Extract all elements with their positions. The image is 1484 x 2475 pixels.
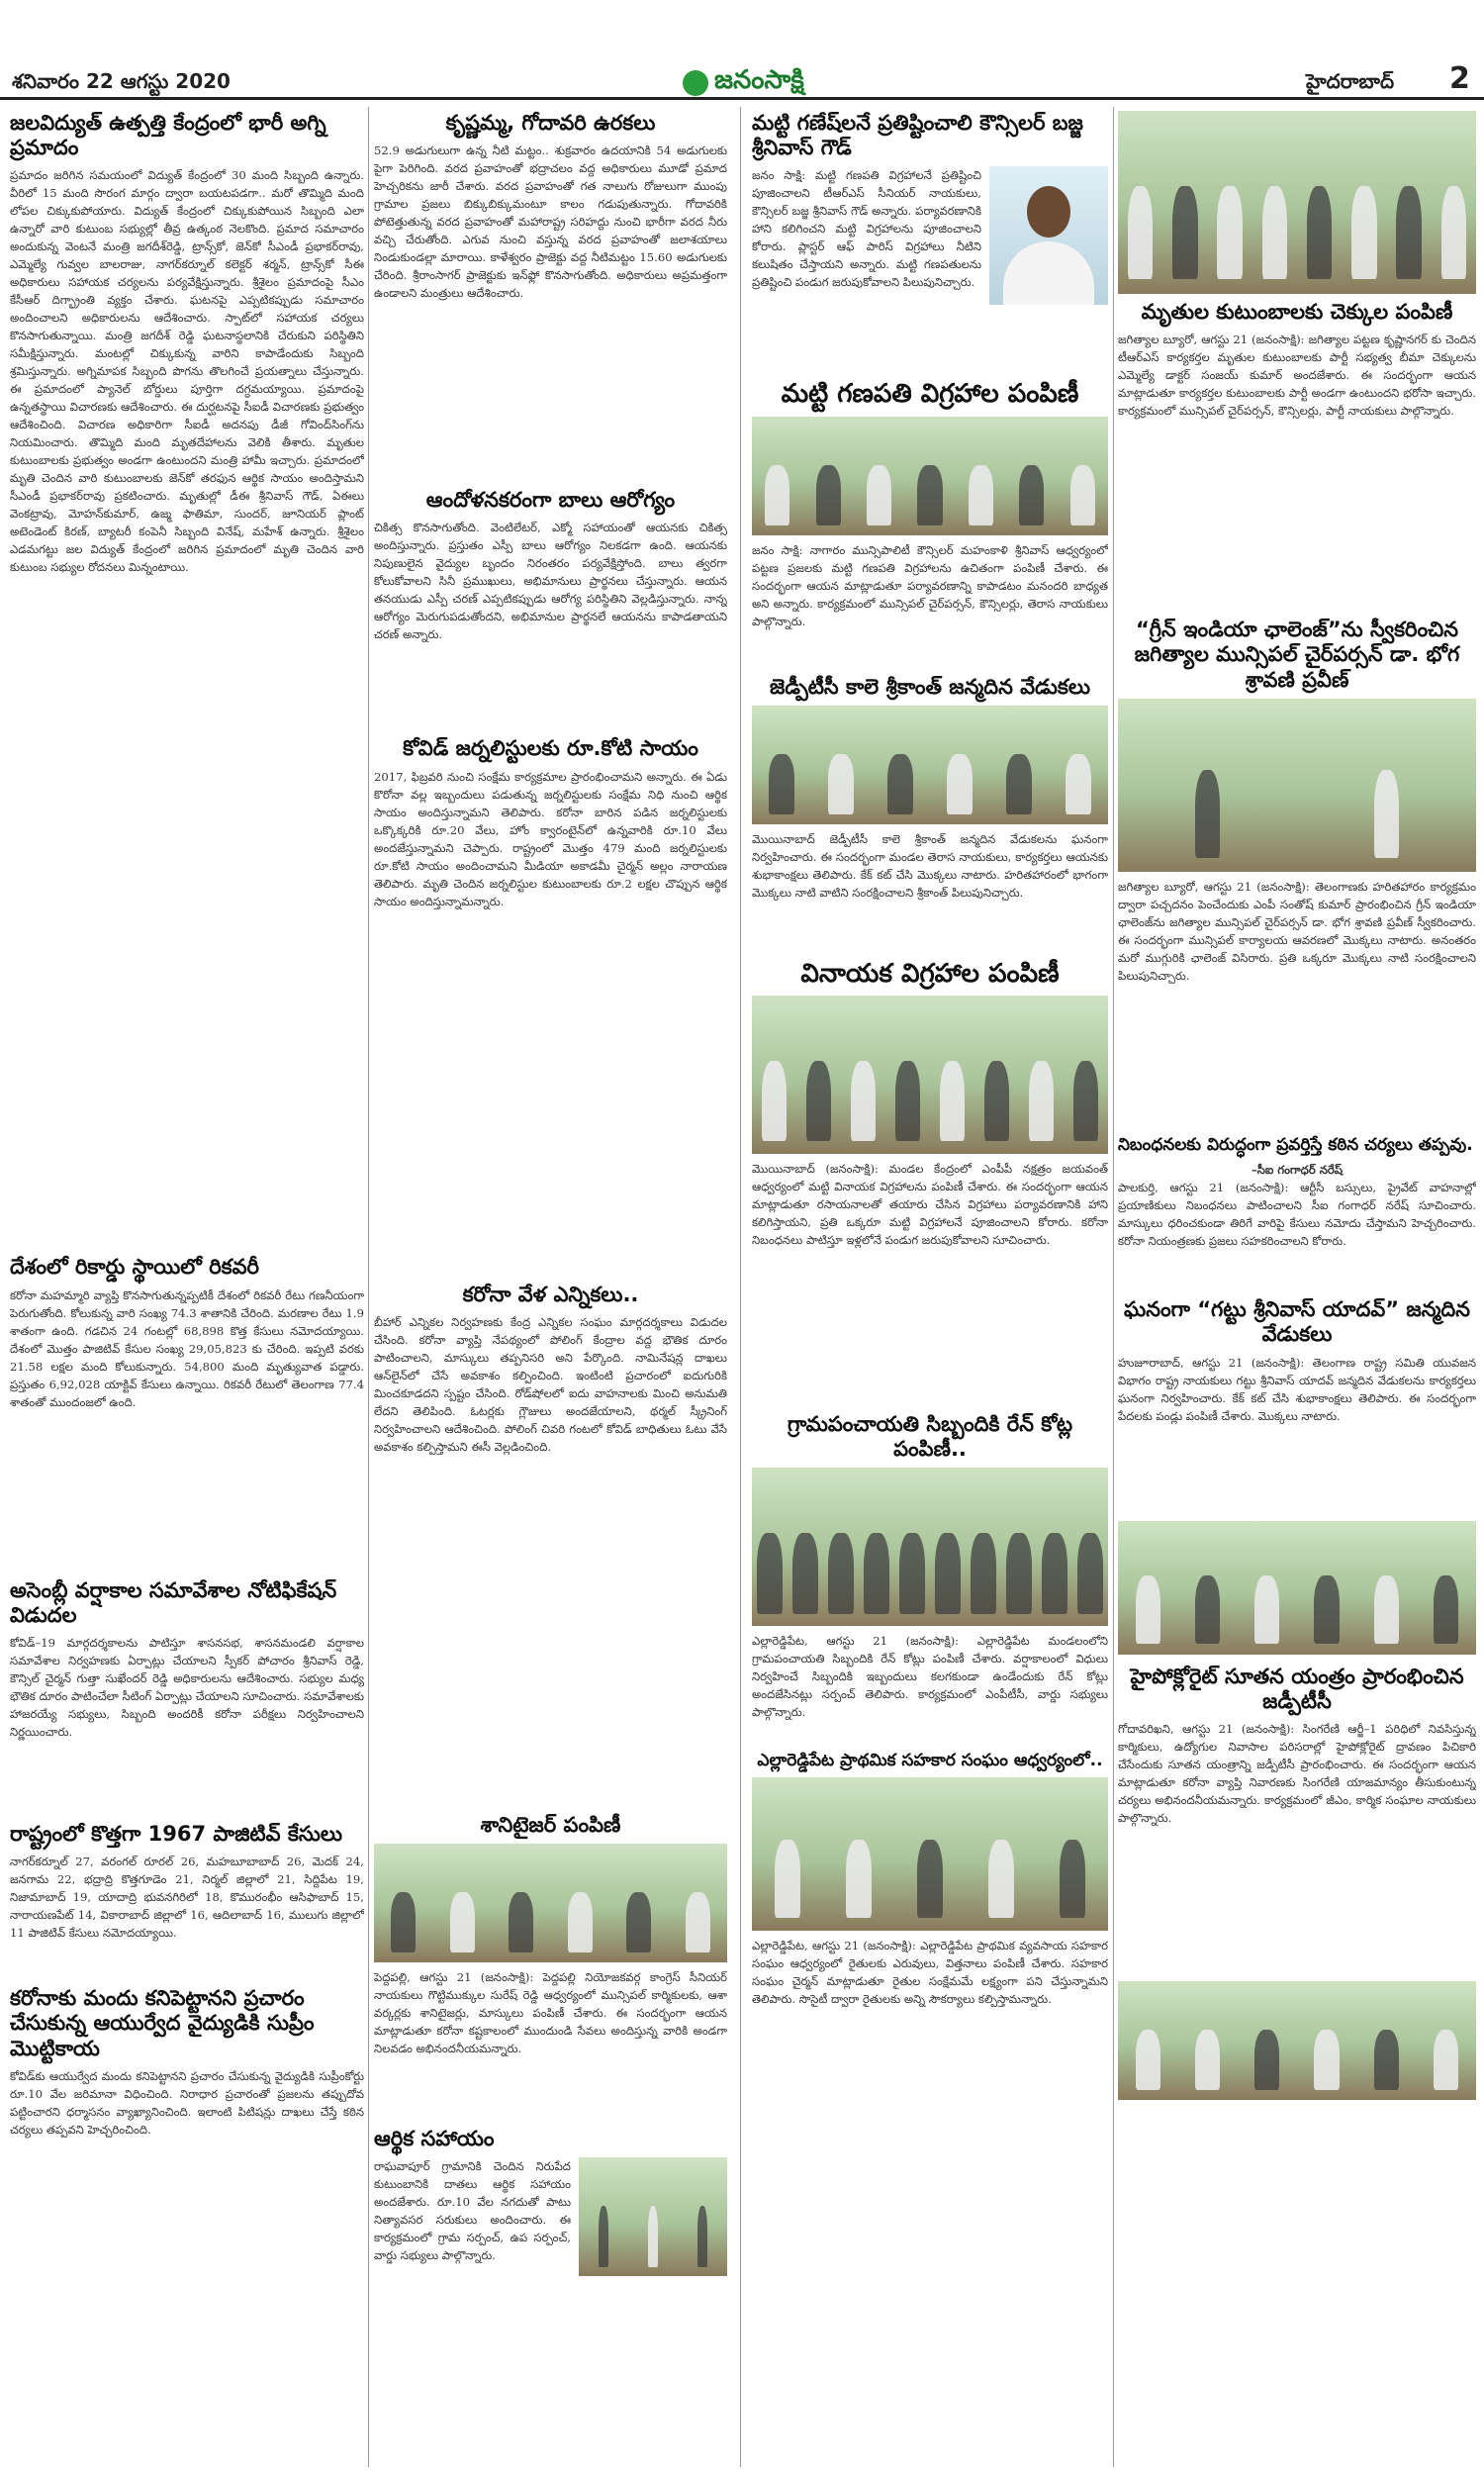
news-photo xyxy=(752,417,1108,535)
article-cheque-distribution xyxy=(1118,111,1476,608)
article-srinivas-yadav-birthday xyxy=(1118,1297,1476,1654)
article-headline: కృష్ణమ్మ, గోదావరి ఉరకలు xyxy=(445,111,656,135)
column-1 xyxy=(10,107,364,2255)
masthead-divider xyxy=(0,97,1484,100)
councillor-portrait xyxy=(989,166,1108,305)
news-photo xyxy=(1118,111,1476,294)
column-divider xyxy=(740,107,741,2467)
article-body: హుజూరాబాద్‌, ఆగస్టు 21 (జనంసాక్షి): తెలంగాణ రాష్ట్ర సమితి యువజన విభాగం రాష్ట్ర నాయకులు గట్టు శ్రీనివాస్‌ యాదవ్‌ జన్మదిన వేడుకలను కార్యకర్తలు ఘనంగా నిర్వహించారు. కేక్‌ కట్‌ చేసి శుభాకాంక్షలు తెలిపారు. ఈ సందర్భంగా పేదలకు పండ్లు పంపిణీ చేశారు. మొక్కలు నాటారు. xyxy=(1118,1355,1476,1423)
news-photo xyxy=(752,1468,1108,1626)
article-headline: దేశంలో రికార్డు స్థాయిలో రికవరీ xyxy=(10,1255,260,1280)
article-ayurveda-supreme-court xyxy=(10,1986,364,2245)
article-body: పెద్దపల్లి, ఆగస్టు 21 (జనంసాక్షి): పెద్దపల్లి నియోజకవర్గ కాంగ్రెస్‌ సీనియర్‌ నాయకులు గొట్టిముక్కుల సురేష్‌ రెడ్డి ఆధ్వర్యంలో మున్సిపల్‌ కార్మికులకు, ఆశా వర్కర్లకు శానిటైజర్లు, మాస్కులు పంపిణీ చేశారు. ఈ సందర్భంగా ఆయన మాట్లాడుతూ కరోనా కష్టకాలంలో ముందుండి సేవలు అందిస్తున్న వారికి అండగా నిలవడం అభినందనీయమన్నారు. xyxy=(374,1969,727,2055)
article-body: ప్రమాదం జరిగిన సమయంలో విద్యుత్‌ కేంద్రంలో 30 మంది సిబ్బంది ఉన్నారు. వీరిలో 15 మంది సొరంగ మార్గం ద్వారా బయటపడగా.. మరో తొమ్మిది మంది లోపల చిక్కుకుపోయారు. విద్యుత్‌ కేంద్రంలో చిక్కుకుపోయిన సిబ్బంది ఎలా ఉన్నారో వారి కుటుంబ సభ్యుల్లో తీవ్ర ఉత్కంఠ నెలకొంది. ప్రమాద సమాచారం అందుకున్న వెంటనే మంత్రి జగదీశ్‌రెడ్డి, ట్రాన్స్‌కో, జెన్‌కో సీఎండీ ప్రభాకర్‌రావు, ఎమ్మెల్యే గువ్వల బాలరాజు, నాగర్‌కర్నూల్‌ కలెక్టర్‌ శర్మన్‌, ట్రాన్స్‌కో సీఈ అధికారులు సహాయక చర్యలను పర్యవేక్షిస్తున్నారు. శ్రీశైలం ప్రమాదంపై సీఎం కేసీఆర్‌ దిగ్భ్రాంతి వ్యక్తం చేశారు. ఘటనపై ఎప్పటికప్పుడు సమాచారం అందించాలని అధికారులను ఆదేశించారు. స్పాట్‌లో సహాయక చర్యలు కొనసాగుతున్నాయి. మంత్రి జగదీశ్‌ రెడ్డి ఘటనాస్థలానికి చేరుకుని పరిస్థితిని సమీక్షిస్తున్నారు. మంటల్లో చిక్కుకున్న వారిని కాపాడేందుకు సిబ్బంది శ్రమిస్తున్నారు. అగ్నిమాపక సిబ్బంది పొగను తొలగించే ప్రయత్నాలు చేస్తున్నారు. ఈ ప్రమాదంలో ప్యానెల్‌ బోర్డులు పూర్తిగా దగ్ధమయ్యాయి. ప్రమాదంపై ఉన్నతస్థాయి విచారణకు ఆదేశించారు. ఈ దుర్ఘటనపై సీఐడీ విచారణకు ప్రభుత్వం ఆదేశించింది. విచారణ అధికారిగా సీఐడీ అదనపు డీజీ గోవింద్‌సింగ్‌ను నియమించారు. తొమ్మిది మంది మృతదేహాలను వెలికి తీశారు. మృతుల కుటుంబాలకు ప్రభుత్వం అండగా ఉంటుందని మంత్రి హామీ ఇచ్చారు. ప్రమాదంలో మృతి చెందిన వారి కుటుంబాలకు జెన్‌కో తరఫున ఆర్థిక సాయం అందిస్తామని సీఎండీ ప్రభాకర్‌రావు ప్రకటించారు. మృతుల్లో డీఈ శ్రీనివాస్‌ గౌడ్‌, ఏఈలు వెంకట్రావు, మోహన్‌కుమార్‌, ఉజ్మ ఫాతిమా, సుందర్‌, జూనియర్‌ ప్లాంట్‌ అటెండెంట్‌ కిరణ్‌, బ్యాటరీ కంపెనీ సిబ్బంది వినేష్‌, మహేశ్‌ ఉన్నారు. శ్రీశైలం ఎడమగట్టు జల విద్యుత్‌ కేంద్రంలో జరిగిన ప్రమాదంలో మృతి చెందిన వారి కుటుంబ సభ్యుల రోదనలు మిన్నంటాయి. xyxy=(10,168,364,575)
article-headline: ఘనంగా “గట్టు శ్రీనివాస్‌ యాదవ్‌” జన్మదిన వేడుకలు xyxy=(1123,1297,1470,1347)
article-headline: ఆందోళనకరంగా బాలు ఆరోగ్యం xyxy=(425,488,676,513)
article-financial-aid xyxy=(374,2127,727,2286)
article-new-cases xyxy=(10,1822,364,1976)
article-river-floods xyxy=(374,111,727,478)
article-headline: ఆర్థిక సహాయం xyxy=(374,2126,495,2150)
article-headline: రాష్ట్రంలో కొత్తగా 1967 పాజిటివ్‌ కేసులు xyxy=(10,1821,342,1846)
article-body: మొయినాబాద్‌ (జనంసాక్షి): మండల కేంద్రంలో ఎంపీపీ నక్షత్రం జయవంత్‌ ఆధ్వర్యంలో మట్టి వినాయక విగ్రహాలను పంపిణీ చేశారు. ఈ సందర్భంగా ఆయన మాట్లాడుతూ రసాయనాలతో తయారు చేసిన విగ్రహాలు పర్యావరణానికి హాని కలిగిస్తాయని, ప్రతి ఒక్కరూ మట్టి విగ్రహాలనే పూజించాలని కోరారు. కరోనా నిబంధనలు పాటిస్తూ ఇళ్లలోనే పండుగ జరుపుకోవాలని సూచించారు. xyxy=(752,1161,1108,1247)
article-body: ఎల్లారెడ్డిపేట, ఆగస్టు 21 (జనంసాక్షి): ఎల్లారెడ్డిపేట మండలంలోని గ్రామపంచాయతి సిబ్బందికి రేన్‌ కోట్లు పంపిణీ చేశారు. వర్షాకాలంలో విధులు నిర్వహించే సిబ్బందికి ఇబ్బందులు కలగకుండా ఉండేందుకు రేన్‌ కోట్లు అందజేసినట్లు సర్పంచ్‌ తెలిపారు. కార్యక్రమంలో ఎంపీటీసీ, వార్డు సభ్యులు పాల్గొన్నారు. xyxy=(752,1634,1108,1720)
article-clay-ganesh xyxy=(752,111,1108,369)
article-body: 2017, ఫిబ్రవరి నుంచి సంక్షేమ కార్యక్రమాల ప్రారంభించామని అన్నారు. ఈ ఏడు కొరోనా వల్ల ఇబ్బందులు పడుతున్న జర్నలిస్టులకు సంక్షేమ నిధి నుంచి ఆర్థిక సాయం అందిస్తున్నామని తెలిపారు. కరోనా బారిన పడిన జర్నలిస్టులకు ఒక్కొక్కరికి రూ.20 వేలు, హోం క్వారంటైన్‌లో ఉన్నవారికి రూ.10 వేలు అందజేస్తున్నామని చెప్పారు. రాష్ట్రంలో మొత్తం 479 మంది జర్నలిస్టులకు రూ.కోటి సాయం అందించామని మీడియా అకాడమీ చైర్మన్‌ అల్లం నారాయణ తెలిపారు. మృతి చెందిన జర్నలిస్టుల కుటుంబాలకు రూ.2 లక్షల చొప్పున ఆర్థిక సాయం అందిస్తున్నామన్నారు. xyxy=(374,769,727,908)
newspaper-name: జనంసాక్షి xyxy=(714,65,804,95)
issue-date: శనివారం 22 ఆగస్టు 2020 xyxy=(12,69,231,93)
column-4 xyxy=(1118,107,1476,2110)
article-body: బీహార్‌ ఎన్నికల నిర్వహణకు కేంద్ర ఎన్నికల సంఘం మార్గదర్శకాలు విడుదల చేసింది. కరోనా వ్యాప్తి నేపథ్యంలో పోలింగ్‌ కేంద్రాల వద్ద భౌతిక దూరం పాటించాలని, మాస్కులు తప్పనిసరి అని పేర్కొంది. నామినేషన్ల దాఖలు ఆన్‌లైన్‌లో చేసే అవకాశం కల్పించింది. ఇంటింటి ప్రచారంలో ఐదుగురికి మించకూడదని స్పష్టం చేసింది. రోడ్‌షోలలో ఐదు వాహనాలకు మించి అనుమతి లేదని తెలిపింది. ఓటర్లకు గ్లౌజులు అందజేయాలని, థర్మల్‌ స్క్రీనింగ్‌ నిర్వహించాలని ఆదేశించింది. పోలింగ్‌ చివరి గంటలో కోవిడ్‌ బాధితులు ఓటు వేసే అవకాశం కల్పిస్తామని ఈసీ వెల్లడించింది. xyxy=(374,1314,727,1454)
article-byline: –సీఐ గంగాధర్‌ నరేష్‌ xyxy=(1251,1163,1344,1178)
news-photo xyxy=(1118,1521,1476,1655)
article-body: కరోనా మహమ్మారి వ్యాప్తి కొనసాగుతున్నప్పటికీ దేశంలో రికవరీ రేటు గణనీయంగా పెరుగుతోంది. కోలుకున్న వారి సంఖ్య 74.3 శాతానికి చేరింది. మరణాల రేటు 1.9 శాతంగా ఉంది. గడచిన 24 గంటల్లో 68,898 కొత్త కేసులు నమోదయ్యాయి. దేశంలో మొత్తం పాజిటివ్‌ కేసుల సంఖ్య 29,05,823 కు చేరింది. ఇప్పటి వరకు 21.58 లక్షల మంది కోలుకున్నారు. 54,800 మంది మృత్యువాత పడ్డారు. ప్రస్తుతం 6,92,028 యాక్టివ్‌ కేసులు ఉన్నాయి. రికవరీ రేటులో తెలంగాణ 77.4 శాతంతో ముందంజలో ఉంది. xyxy=(10,1287,364,1409)
article-body: జగిత్యాల బ్యూరో, ఆగస్టు 21 (జనంసాక్షి): జగిత్యాల పట్టణ కృష్ణానగర్‌ కు చెందిన టీఆర్‌ఎస్‌ కార్యకర్తల మృతుల కుటుంబాలకు పార్టీ సభ్యత్వ బీమా చెక్కులను ఎమ్మెల్యే డాక్టర్‌ సంజయ్‌ కుమార్‌ అందజేశారు. ఈ సందర్భంగా ఆయన మాట్లాడుతూ కార్యకర్తల కుటుంబాలకు పార్టీ అండగా ఉంటుందని భరోసా ఇచ్చారు. కార్యక్రమంలో మున్సిపల్‌ చైర్‌పర్సన్‌, కౌన్సిలర్లు, పార్టీ నాయకులు పాల్గొన్నారు. xyxy=(1118,333,1476,419)
article-headline: మట్టి గణపతి విగ్రహాల పంపిణీ xyxy=(781,379,1079,410)
article-body: కోవిడ్‌–19 మార్గదర్శకాలను పాటిస్తూ శాసనసభ, శాసనమండలి వర్షాకాల సమావేశాల నిర్వహణకు ఏర్పాట్లు చేయాలని స్పీకర్‌ పోచారం శ్రీనివాస్‌ రెడ్డి, కౌన్సిల్‌ చైర్మన్‌ గుత్తా సుఖేందర్‌ రెడ్డి అధికారులను ఆదేశించారు. సభ్యుల మధ్య భౌతిక దూరం పాటించేలా సీటింగ్‌ ఏర్పాట్లు చేయాలని సూచించారు. సమావేశాలకు హాజరయ్యే సభ్యులు, సిబ్బంది అందరికీ కరోనా పరీక్షలు నిర్వహించాలని నిర్ణయించారు. xyxy=(10,1635,364,1739)
article-body: కోవిడ్‌కు ఆయుర్వేద మందు కనిపెట్టానని ప్రచారం చేసుకున్న వైద్యుడికి సుప్రీంకోర్టు రూ.10 వేల జరిమానా విధించింది. నిరాధార ప్రచారంతో ప్రజలను తప్పుదోవ పట్టించారని ధర్మాసనం వ్యాఖ్యానించింది. ఇలాంటి పిటిషన్లు దాఖలు చేస్తే కఠిన చర్యలు తప్పవని హెచ్చరించింది. xyxy=(10,2068,364,2137)
article-headline: ఎల్లారెడ్డిపేట ప్రాథమిక సహకార సంఘం ఆధ్వర్యంలో.. xyxy=(757,1751,1103,1771)
column-divider xyxy=(368,107,369,2467)
article-sanitizer xyxy=(374,1813,727,2117)
article-ganesh-idol-distribution xyxy=(752,379,1108,664)
column-divider xyxy=(1113,107,1114,2467)
article-headline: “గ్రీన్‌ ఇండియా ఛాలెంజ్‌”ను స్వీకరించిన జగిత్యాల మున్సిపల్‌ చైర్‌పర్సన్‌ డా. భోగ శ్రావణి ప్రవీణ్‌ xyxy=(1134,618,1460,692)
article-cooperative-society xyxy=(752,1751,1108,2099)
article-strict-action xyxy=(1118,1135,1476,1287)
article-headline: నిబంధనలకు విరుద్ధంగా ప్రవర్తిస్తే కఠిన చర్యలు తప్పవు. xyxy=(1118,1134,1473,1155)
article-balu-health xyxy=(374,488,727,726)
article-body: జగిత్యాల బ్యూరో, ఆగస్టు 21 (జనంసాక్షి): తెలంగాణకు హరితహారం కార్యక్రమం ద్వారా పచ్చదనం పెంచేందుకు ఎంపీ సంతోష్‌ కుమార్‌ ప్రారంభించిన గ్రీన్‌ ఇండియా ఛాలెంజ్‌ను జగిత్యాల మున్సిపల్‌ చైర్‌పర్సన్‌ డా. భోగ శ్రావణి ప్రవీణ్‌ స్వీకరించారు. ఈ సందర్భంగా మున్సిపల్‌ కార్యాలయ ఆవరణలో మొక్కలు నాటారు. అనంతరం మరో ముగ్గురికి ఛాలెంజ్‌ విసిరారు. ప్రతి ఒక్కరూ మొక్కలు నాటి సంరక్షించాలని పిలుపునిచ్చారు. xyxy=(1118,879,1476,983)
article-raincoats xyxy=(752,1412,1108,1741)
article-green-india-challenge xyxy=(1118,618,1476,1125)
article-elections xyxy=(374,1283,727,1803)
article-headline: కరోనాకు మందు కనిపెట్టానని ప్రచారం చేసుకున్న ఆయుర్వేద వైద్యుడికి సుప్రీం మొట్టికాయ xyxy=(10,1986,315,2060)
article-body: చికిత్స కొనసాగుతోంది. వెంటిలేటర్‌, ఎక్మో సహాయంతో ఆయనకు చికిత్స అందిస్తున్నారు. ప్రస్తుతం ఎస్పీ బాలు ఆరోగ్యం నిలకడగా ఉంది. ఆయనకు నిపుణులైన వైద్యుల బృందం నిరంతరం పర్యవేక్షిస్తోంది. బాలు త్వరగా కోలుకోవాలని సినీ ప్రముఖులు, అభిమానులు ప్రార్థనలు చేస్తున్నారు. ఆయన తనయుడు ఎస్పీ చరణ్‌ ఎప్పటికప్పుడు ఆరోగ్య పరిస్థితిని వెల్లడిస్తున్నారు. నాన్న ఆరోగ్యం మెరుగుపడుతోందని, అభిమానుల ప్రార్థనలే ఆయనను కాపాడతాయని చరణ్‌ అన్నారు. xyxy=(374,521,727,642)
page-number: 2 xyxy=(1449,61,1470,96)
article-vinayaka-idols xyxy=(752,959,1108,1402)
article-headline: జలవిద్యుత్‌ ఉత్పత్తి కేంద్రంలో భారీ అగ్ని ప్రమాదం xyxy=(10,111,326,160)
article-recovery-rate xyxy=(10,1255,364,1568)
article-zptc-birthday xyxy=(752,675,1108,949)
article-headline: శానిటైజర్‌ పంపిణీ xyxy=(480,1812,621,1837)
article-body: నాగర్‌కర్నూల్‌ 27, వరంగల్‌ రూరల్‌ 26, మహబూబాబాద్‌ 26, మెదక్‌ 24, జనగామ 22, భద్రాద్రి కొత్తగూడెం 21, నిర్మల్‌ జిల్లాలో 21, సిద్దిపేట 19, నిజామాబాద్‌ 19, యాదాద్రి భువనగిరిలో 18, కొమురంభీం ఆసిఫాబాద్‌ 15, నారాయణపేట్‌ 14, వికారాబాద్‌ జిల్లాలో 16, ఆదిలాబాద్‌ 16, ములుగు జిల్లాలో 11 పాజిటివ్‌ కేసులు నమోదయ్యాయి. xyxy=(10,1855,364,1941)
news-photo xyxy=(752,996,1108,1154)
article-journalists-aid xyxy=(374,736,727,1272)
logo-emblem-icon xyxy=(683,70,708,96)
article-body: రాఘవాపూర్‌ గ్రామానికి చెందిన నిరుపేద కుటుంబానికి దాతలు ఆర్థిక సహాయం అందజేశారు. రూ.10 వేల నగదుతో పాటు నిత్యావసర సరుకులు అందించారు. ఈ కార్యక్రమంలో గ్రామ సర్పంచ్‌, ఉప సర్పంచ్‌, వార్డు సభ్యులు పాల్గొన్నారు. xyxy=(374,2159,571,2263)
article-headline: అసెంబ్లీ వర్షాకాల సమావేశాల నోటిఫికేషన్‌ విడుదల xyxy=(10,1577,337,1627)
article-headline: జెడ్పీటీసీ కాలె శ్రీకాంత్‌ జన్మదిన వేడుకలు xyxy=(770,674,1090,699)
article-body: మొయినాబాద్‌ జెడ్పీటీసీ కాలె శ్రీకాంత్‌ జన్మదిన వేడుకలను ఘనంగా నిర్వహించారు. ఈ సందర్భంగా మండల తెరాస నాయకులు, కార్యకర్తలు ఆయనకు శుభాకాంక్షలు తెలిపారు. కేక్‌ కట్‌ చేసి మొక్కలు నాటారు. హరితహారంలో భాగంగా మొక్కలు నాటి వాటిని సంరక్షించాలని శ్రీకాంత్‌ పిలుపునిచ్చారు. xyxy=(752,831,1108,900)
column-2 xyxy=(374,107,727,2296)
article-headline: హైపోక్లోరైట్‌ సూతన యంత్రం ప్రారంభించిన జడ్పీటీసీ xyxy=(1130,1664,1464,1713)
news-photo xyxy=(1118,699,1476,872)
article-body: జనం సాక్షి: మట్టి గణపతి విగ్రహాలనే ప్రతిష్టించి పూజించాలని టీఆర్‌ఎస్‌ సీనియర్‌ నాయకులు, కౌన్సిలర్‌ బజ్జ శ్రీనివాస్‌ గౌడ్‌ అన్నారు. పర్యావరణానికి హాని కలిగించని మట్టి విగ్రహాలను పూజించాలని కోరారు. ప్లాస్టర్‌ ఆఫ్‌ పారిస్‌ విగ్రహాలు నీటిని కలుషితం చేస్తాయని అన్నారు. మట్టి గణపతులను ప్రతిష్టించి పండుగ జరుపుకోవాలని పిలుపునిచ్చారు. xyxy=(752,168,981,290)
article-body: 52.9 అడుగులుగా ఉన్న నీటి మట్టం.. శుక్రవారం ఉదయానికి 54 అడుగులకు పైగా పెరిగింది. వరద ప్రవాహంతో భద్రాచలం వద్ద అధికారులు మూడో ప్రమాద హెచ్చరికను జారీ చేశారు. వరద ప్రవాహంతో గత నాలుగు రోజులుగా ముంపు గ్రామాల ప్రజలు బిక్కుబిక్కుమంటూ కాలం గడుపుతున్నారు. గోదావరికి పోటెత్తుతున్న వరద ప్రవాహంతో మహారాష్ట్ర సరిహద్దు నుంచి భారీగా వరద నీరు వచ్చి చేరుతోంది. ఎగువ నుంచి వస్తున్న వరద ప్రవాహంతో జలాశయాలు నిండుకుండల్లా మారాయి. కాళేశ్వరం ప్రాజెక్టు వద్ద నీటిమట్టం 15.60 అడుగులకు చేరింది. శ్రీరాంసాగర్‌ ప్రాజెక్టుకు ఇన్‌ఫ్లో కొనసాగుతోంది. అధికారులు అప్రమత్తంగా ఉండాలని మంత్రులు ఆదేశించారు. xyxy=(374,143,727,301)
article-assembly-notification xyxy=(10,1578,364,1812)
news-photo xyxy=(752,1777,1108,1931)
article-headline: గ్రామపంచాయతి సిబ్బందికి రేన్‌ కోట్ల పంపిణీ.. xyxy=(787,1411,1073,1462)
article-body: పాలకుర్తి, ఆగస్టు 21 (జనంసాక్షి): ఆర్టీసీ బస్సులు, ప్రైవేట్‌ వాహనాల్లో ప్రయాణికులు నిబంధనలు పాటించాలని సీఐ గంగాధర్‌ నరేష్‌ సూచించారు. మాస్కులు ధరించకుండా తిరిగే వారిపై కేసులు నమోదు చేస్తామని హెచ్చరించారు. కరోనా నియంత్రణకు ప్రజలు సహకరించాలని కోరారు. xyxy=(1118,1181,1476,1249)
article-headline: వినాయక విగ్రహాల పంపిణీ xyxy=(800,958,1060,989)
article-headline: మట్టి గణేష్‌లనే ప్రతిష్టించాలి కౌన్సిలర్‌ బజ్జ శ్రీనివాస్‌ గౌడ్‌ xyxy=(752,111,1083,160)
article-hypochlorite-machine xyxy=(1118,1665,1476,2100)
news-photo xyxy=(752,706,1108,824)
article-body: జనం సాక్షి: నాగారం మున్సిపాలిటీ కౌన్సిలర్‌ మహంకాళి శ్రీనివాస్‌ ఆధ్వర్యంలో పట్టణ ప్రజలకు మట్టి గణపతి విగ్రహాలను ఉచితంగా పంపిణీ చేశారు. ఈ సందర్భంగా ఆయన మాట్లాడుతూ పర్యావరణాన్ని కాపాడటం మనందరి బాధ్యత అని అన్నారు. కార్యక్రమంలో మున్సిపల్‌ చైర్‌పర్సన్‌, కౌన్సిలర్లు, తెరాస నాయకులు పాల్గొన్నారు. xyxy=(752,542,1108,628)
article-fire-accident xyxy=(10,111,364,1245)
article-body: గోదావరిఖని, ఆగస్టు 21 (జనంసాక్షి): సింగరేణి ఆర్జీ–1 పరిధిలో నివసిస్తున్న కార్మికులు, ఉద్యోగుల నివాసాల పరిసరాల్లో హైపోక్లోరైట్‌ ద్రావణం పిచికారి చేసేందుకు సూతన యంత్రాన్ని జడ్పీటీసీ ప్రారంభించారు. ఈ సందర్భంగా ఆయన మాట్లాడుతూ కరోనా వ్యాప్తి నివారణకు సింగరేణి యాజమాన్యం తీసుకుంటున్న చర్యలు అభినందనీయమన్నారు. కార్యక్రమంలో జీఎం, కార్మిక సంఘాల నాయకులు పాల్గొన్నారు. xyxy=(1118,1721,1476,1825)
masthead xyxy=(0,0,1484,95)
news-photo xyxy=(579,2157,727,2276)
article-body: ఎల్లారెడ్డిపేట, ఆగస్టు 21 (జనంసాక్షి): ఎల్లారెడ్డిపేట ప్రాథమిక వ్యవసాయ సహకార సంఘం ఆధ్వర్యంలో రైతులకు ఎరువులు, విత్తనాలు పంపిణీ చేశారు. సహకార సంఘం చైర్మన్‌ మాట్లాడుతూ రైతుల సంక్షేమమే లక్ష్యంగా పని చేస్తున్నామని తెలిపారు. సొసైటీ ద్వారా రైతులకు అన్ని సౌకర్యాలు కల్పిస్తామన్నారు. xyxy=(752,1938,1108,2006)
article-headline: కోవిడ్‌ జర్నలిస్టులకు రూ.కోటి సాయం xyxy=(403,736,698,761)
edition-city: హైదరాబాద్ xyxy=(1306,69,1395,93)
article-headline: కరోనా వేళ ఎన్నికలు.. xyxy=(462,1282,639,1306)
news-photo xyxy=(1118,1981,1476,2100)
news-photo xyxy=(374,1844,727,1962)
column-3 xyxy=(752,107,1108,2110)
article-headline: మృతుల కుటుంబాలకు చెక్కుల పంపిణీ xyxy=(1141,300,1453,324)
newspaper-logo xyxy=(683,65,804,101)
